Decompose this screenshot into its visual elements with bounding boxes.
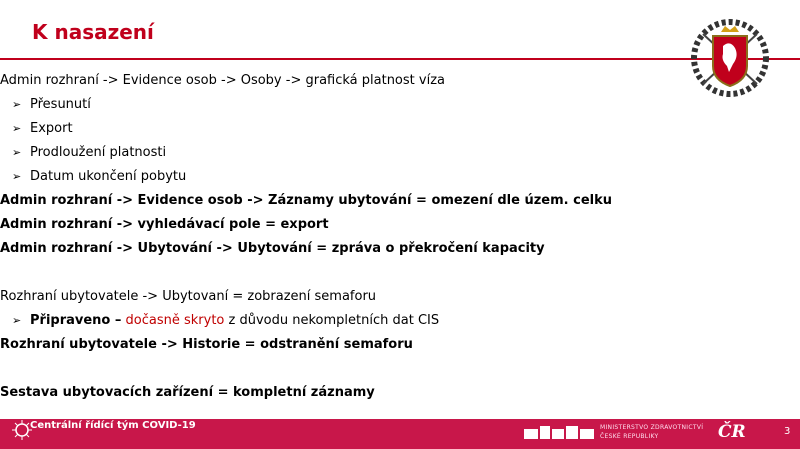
bullet-item: ➢ Datum ukončení pobytu [12,169,187,184]
bullet-item: ➢ Prodloužení platnosti [12,145,167,160]
mzcr-logo-icon [524,426,596,441]
bullet-item: ➢ Export [12,121,73,136]
text-line: Admin rozhraní -> Ubytování -> Ubytování = zpráva o překročení kapacity [0,241,545,256]
text-line: Sestava ubytovacích zařízení = kompletní záznamy [0,385,375,400]
text-line: Admin rozhraní -> vyhledávací pole = export [0,217,329,232]
text-line: Admin rozhraní -> Evidence osob -> Záznamy ubytování = omezení dle územ. celku [0,193,612,208]
bullet-item: ➢ Přesunutí [12,97,91,112]
arrow-bullet-icon: ➢ [12,314,22,327]
footer-bar [0,419,800,449]
page-number: 3 [784,426,791,437]
footer-team-label: Centrální řídící tým COVID-19 [30,420,196,431]
army-emblem-icon [683,14,777,102]
title-divider [0,58,800,60]
bullet-item: ➢ Připraveno – dočasně skryto z důvodu nekompletních dat CIS [12,313,440,328]
arrow-bullet-icon: ➢ [12,122,22,135]
text-line: Rozhraní ubytovatele -> Ubytovaní = zobrazení semaforu [0,289,377,304]
cr-logo: ČR [718,422,746,442]
text-line: Admin rozhraní -> Evidence osob -> Osoby -> grafická platnost víza [0,73,445,88]
arrow-bullet-icon: ➢ [12,98,22,111]
slide-title: K nasazení [32,20,154,44]
ministry-label: MINISTERSTVO ZDRAVOTNICTVÍ ČESKÉ REPUBLIKY [600,424,704,440]
text-line: Rozhraní ubytovatele -> Historie = odstranění semaforu [0,337,413,352]
arrow-bullet-icon: ➢ [12,170,22,183]
arrow-bullet-icon: ➢ [12,146,22,159]
